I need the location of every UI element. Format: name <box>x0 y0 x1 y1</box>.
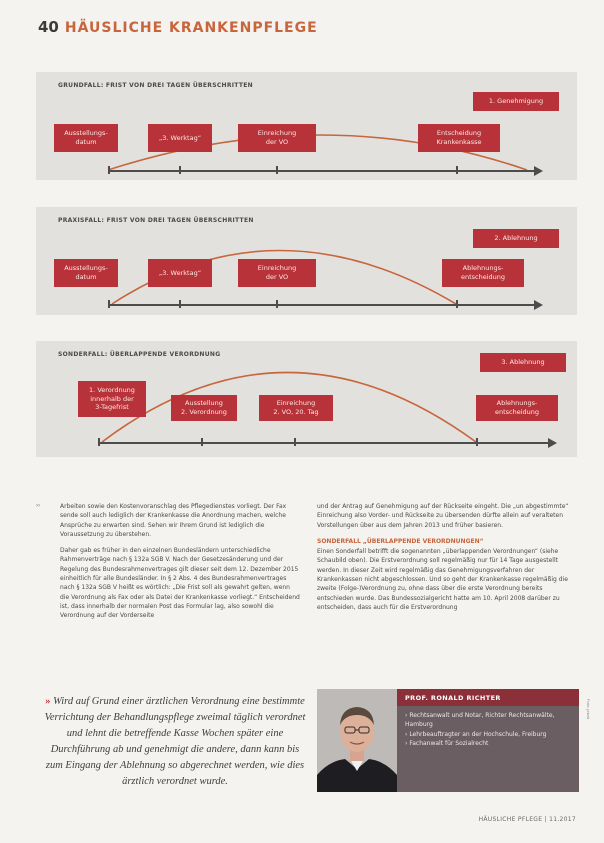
diagram-grundfall <box>36 72 577 180</box>
pull-quote <box>44 694 306 790</box>
timeline-tick <box>98 438 100 446</box>
article-column-right <box>317 502 579 619</box>
diagram-tag: 1. Genehmigung <box>473 92 559 111</box>
timeline-tick <box>456 300 458 308</box>
timeline-arrow <box>548 438 557 448</box>
page-footer: HÄUSLICHE PFLEGE | 11.2017 <box>478 816 576 823</box>
diagram-step: Ausstellung 2. Verordnung <box>171 395 237 421</box>
diagram-step: Einreichung 2. VO, 20. Tag <box>259 395 333 421</box>
diagram-step: 1. Verordnung innerhalb der 3-Tagefrist <box>78 381 146 417</box>
diagram-praxisfall <box>36 207 577 315</box>
diagram-title: PRAXISFALL: FRIST VON DREI TAGEN ÜBERSCHRITTEN <box>58 217 254 224</box>
diagram-title: SONDERFALL: ÜBERLAPPENDE VERORDNUNG <box>58 351 221 358</box>
page-number: 40 <box>38 18 59 36</box>
list-item: › Rechtsanwalt und Notar, Richter Rechtsanwälte, Hamburg <box>405 711 571 730</box>
paragraph: und der Antrag auf Genehmigung auf der Rückseite eingeht. Die „un abgestimmte“ Einreichung also Vorder- und Rückseite zu übersenden dürfte allein auf veralteten Vorstellungen über aus dem Jahren 2013 und früher basieren. <box>317 503 569 529</box>
timeline-axis <box>108 304 538 306</box>
page-header <box>38 18 318 36</box>
continuation-marker: ›› <box>36 503 40 509</box>
timeline-tick <box>276 300 278 308</box>
author-photo <box>317 689 397 792</box>
diagram-step: Einreichung der VO <box>238 124 316 152</box>
author-credentials <box>405 711 571 748</box>
timeline-tick <box>476 438 478 446</box>
timeline-axis <box>98 442 552 444</box>
section-title: HÄUSLICHE KRANKENPFLEGE <box>64 20 318 36</box>
diagram-step: Ausstellungs- datum <box>54 259 118 287</box>
diagram-sonderfall <box>36 341 577 457</box>
section-subheading: SONDERFALL „ÜBERLAPPENDE VERORDNUNGEN“ <box>317 537 484 545</box>
timeline-arrow <box>534 166 543 176</box>
photo-credit: Foto: privat <box>586 699 591 720</box>
diagram-step: „3. Werktag“ <box>148 259 212 287</box>
list-item: › Fachanwalt für Sozialrecht <box>405 739 571 748</box>
list-item: › Lehrbeauftragter an der Hochschule, Freiburg <box>405 730 571 739</box>
diagram-tag: 2. Ablehnung <box>473 229 559 248</box>
diagram-step: „3. Werktag“ <box>148 124 212 152</box>
paragraph: Arbeiten sowie den Kostenvoranschlag des Pflegedienstes vorliegt. Der Fax sende soll auch lediglich der Krankenkasse die Anordnung machen, welche Ansprüche zu erwarten sind. Sehen wir Ihrem Grund ist lediglich die Voraussetzung zu überstehen. <box>60 503 287 538</box>
diagram-step: Einreichung der VO <box>238 259 316 287</box>
timeline-tick <box>179 300 181 308</box>
quote-text: Wird auf Grund einer ärztlichen Verordnung eine bestimmte Verrichtung der Behandlungspflege zweimal täglich verordnet und lehnt die betreffende Kasse Wochen später eine Durchführung ab und genehmigt die andere, dann kann bis zum Eingang der Ablehnung so abgerechnet werden, wie dies ärztlich verordnet wurde. <box>44 696 306 787</box>
timeline-tick <box>201 438 203 446</box>
timeline-tick <box>294 438 296 446</box>
diagram-title: GRUNDFALL: FRIST VON DREI TAGEN ÜBERSCHRITTEN <box>58 82 253 89</box>
diagram-step: Entscheidung Krankenkasse <box>418 124 500 152</box>
paragraph: Daher gab es früher in den einzelnen Bundesländern unterschiedliche Rahmenverträge nach § 132a SGB V. Nach der Gesetzesänderung und der Regelung des Bundesrahmenvertrages gilt dieser seit dem 12. Dezember 2015 einheitlich für alle Bundesländer. In § 2 Abs. 4 des Bundesrahmenvertrages nach § 132a SGB V heißt es wörtlich: „Die Frist soll als gewahrt gelten, wenn die Verordnung als Fax oder als Datei der Krankenkasse vorliegt.“ Entscheidend ist, dass innerhalb der normalen Post das Formular lag, also sowohl die Verordnung auf der Vorderseite <box>60 547 300 620</box>
timeline-tick <box>179 166 181 174</box>
timeline-arrow <box>534 300 543 310</box>
timeline-axis <box>108 170 538 172</box>
timeline-tick <box>108 166 110 174</box>
timeline-tick <box>108 300 110 308</box>
timeline-tick <box>456 166 458 174</box>
quote-mark: » <box>45 696 51 707</box>
diagram-tag: 3. Ablehnung <box>480 353 566 372</box>
author-bio <box>317 689 591 792</box>
diagram-step: Ablehnungs- entscheidung <box>476 395 558 421</box>
diagram-step: Ablehnungs- entscheidung <box>442 259 524 287</box>
article-column-left <box>60 502 300 628</box>
diagram-step: Ausstellungs- datum <box>54 124 118 152</box>
author-name: PROF. RONALD RICHTER <box>397 689 579 706</box>
timeline-tick <box>276 166 278 174</box>
paragraph: Einen Sonderfall betrifft die sogenannten „überlappenden Verordnungen“ (siehe Schaubild oben). Die Erstverordnung soll regelmäßig nur für 14 Tage ausgestellt werden. In dieser Zeit wird regelmäßig das Genehmigungsverfahren der Krankenkassen nicht abgeschlossen. Und so geht der Krankenkasse regelmäßig die zweite (Folge-)Verordnung zu, ohne dass über die erste Verordnung bereits entschieden wurde. Das Bundessozialgericht hatte am 10. April 2008 darüber zu entscheiden, dass auch für die Erstverordnung <box>317 548 568 611</box>
